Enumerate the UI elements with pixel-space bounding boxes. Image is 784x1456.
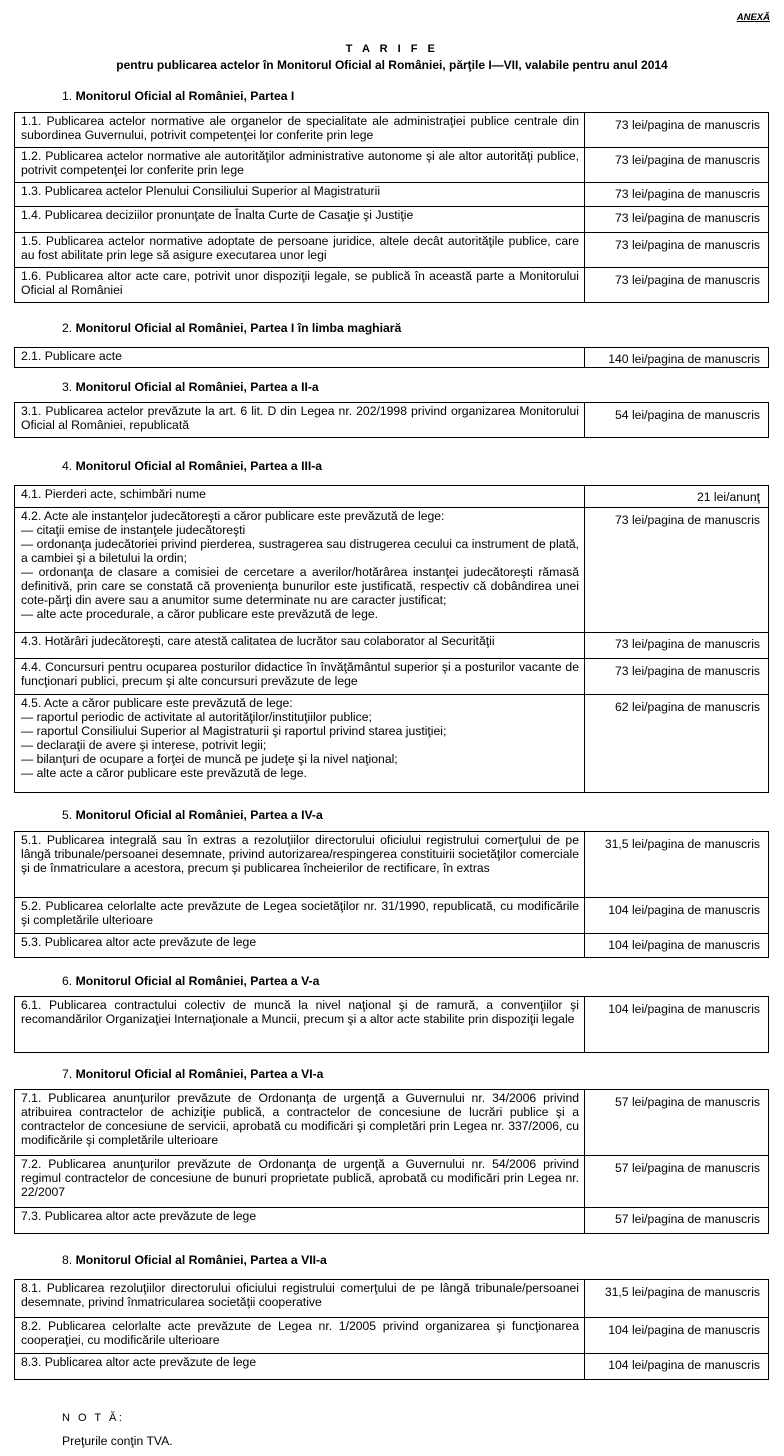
row-price: 104 lei/pagina de manuscris	[585, 1318, 769, 1354]
row-description: 4.4. Concursuri pentru ocuparea posturilor didactice în învăţământul superior şi a posturilor vacante de funcţionari publici, precum şi alte concursuri prevăzute de lege	[15, 659, 585, 695]
row-price: 73 lei/pagina de manuscris	[585, 268, 769, 303]
row-description: 1.3. Publicarea actelor Plenului Consiliului Superior al Magistraturii	[15, 183, 585, 207]
row-price: 104 lei/pagina de manuscris	[585, 934, 769, 958]
row-price: 73 lei/pagina de manuscris	[585, 633, 769, 659]
row-price: 73 lei/pagina de manuscris	[585, 207, 769, 233]
row-description: 7.2. Publicarea anunţurilor prevăzute de Ordonanţa de urgenţă a Guvernului nr. 54/2006 privind regimul contractelor de concesiune de bunuri proprietate publică, aprobată cu modificări prin Legea nr. 22/2007	[15, 1156, 585, 1208]
row-description: 8.2. Publicarea celorlalte acte prevăzute de Legea nr. 1/2005 privind organizarea şi funcţionarea cooperaţiei, cu modificările ulterioare	[15, 1318, 585, 1354]
table-row	[15, 1354, 769, 1380]
row-price: 54 lei/pagina de manuscris	[585, 403, 769, 438]
row-price: 73 lei/pagina de manuscris	[585, 659, 769, 695]
list-item: — alte acte a căror publicare este prevăzută de lege.	[21, 766, 307, 780]
section-heading	[62, 1067, 323, 1081]
section-title: Monitorul Oficial al României, Partea I	[75, 89, 295, 103]
row-price: 57 lei/pagina de manuscris	[585, 1208, 769, 1234]
row-description: 1.5. Publicarea actelor normative adoptate de persoane juridice, altele decât autorităţile publice, care au fost abilitate prin lege să asigure executarea unor legi	[15, 233, 585, 268]
section-heading	[62, 380, 319, 394]
section-heading	[62, 974, 319, 988]
row-description: 4.1. Pierderi acte, schimbări nume	[15, 486, 585, 508]
section-number: 5.	[62, 808, 73, 822]
table-row	[15, 934, 769, 958]
tariff-table	[14, 1089, 769, 1234]
section-title: Monitorul Oficial al României, Partea a III-a	[75, 459, 323, 473]
note-text: Preţurile conţin TVA.	[62, 1434, 173, 1448]
section-title: Monitorul Oficial al României, Partea a IV-a	[75, 808, 323, 822]
row-price: 73 lei/pagina de manuscris	[585, 508, 769, 633]
document-subtitle: pentru publicarea actelor în Monitorul Oficial al României, părţile I—VII, valabile pentru anul 2014	[116, 58, 668, 72]
section-heading	[62, 808, 323, 822]
table-row	[15, 997, 769, 1053]
row-description: 8.1. Publicarea rezoluţiilor directorului oficiului registrului comerţului de pe lângă tribunale/persoanei desemnate, privind înmatricularea societăţii cooperative	[15, 1280, 585, 1318]
section-number: 7.	[62, 1067, 73, 1081]
row-description: 1.6. Publicarea altor acte care, potrivit unor dispoziţii legale, se publică în această parte a Monitorului Oficial al României	[15, 268, 585, 303]
row-description: 1.2. Publicarea actelor normative ale autorităţilor administrative autonome şi ale altor autorităţi publice, potrivit competenţei lor conferite prin lege	[15, 148, 585, 183]
section-heading	[62, 459, 322, 473]
row-price: 31,5 lei/pagina de manuscris	[585, 1280, 769, 1318]
section-number: 4.	[62, 459, 73, 473]
section-number: 8.	[62, 1253, 73, 1267]
tariff-table	[14, 485, 769, 793]
row-description: 7.1. Publicarea anunţurilor prevăzute de Ordonanţa de urgenţă a Guvernului nr. 34/2006 privind atribuirea contractelor de achiziţie publică, a contractelor de concesiune de lucrări publice şi a contractelor de concesiune de servicii, aprobată cu modificări şi completări prin Legea nr. 337/2006, cu modificările şi completările ulterioare	[15, 1090, 585, 1156]
section-number: 1.	[62, 89, 73, 103]
row-price: 140 lei/pagina de manuscris	[585, 348, 769, 368]
table-row	[15, 233, 769, 268]
section-number: 2.	[62, 321, 73, 335]
row-price: 104 lei/pagina de manuscris	[585, 898, 769, 934]
section-number: 3.	[62, 380, 73, 394]
list-item: — citaţii emise de instanţele judecătoreşti	[21, 523, 246, 537]
document-title: T A R I F E	[345, 43, 439, 55]
note-label: N O T Ă:	[62, 1412, 125, 1424]
list-item: — alte acte procedurale, a căror publicare este prevăzută de lege.	[21, 607, 379, 621]
section-title: Monitorul Oficial al României, Partea a VI-a	[75, 1067, 324, 1081]
section-heading	[62, 89, 294, 103]
row-description: 6.1. Publicarea contractului colectiv de muncă la nivel naţional şi de ramură, a convenţiilor şi recomandărilor Organizaţiei Internaţionale a Muncii, precum şi a altor acte stabilite prin dispoziţii legale	[15, 997, 585, 1053]
table-row	[15, 348, 769, 368]
list-item: — declaraţii de avere şi interese, potrivit legii;	[21, 738, 267, 752]
table-row	[15, 659, 769, 695]
section-title: Monitorul Oficial al României, Partea a V-a	[75, 974, 320, 988]
row-description: 1.1. Publicarea actelor normative ale organelor de specialitate ale administraţiei publice centrale din subordinea Guvernului, potrivit competenţei lor conferite prin lege	[15, 113, 585, 148]
row-price: 31,5 lei/pagina de manuscris	[585, 832, 769, 898]
list-item: — ordonanţa judecătoriei privind pierderea, sustragerea sau distrugerea cecului ca instrument de plată, a cambiei şi a biletului la ordin;	[21, 537, 579, 565]
row-description: 4.3. Hotărâri judecătoreşti, care atestă calitatea de lucrător sau colaborator al Securităţii	[15, 633, 585, 659]
tariff-table	[14, 112, 769, 303]
row-description: 5.3. Publicarea altor acte prevăzute de lege	[15, 934, 585, 958]
table-row	[15, 486, 769, 508]
tariff-table	[14, 402, 769, 438]
tariff-table	[14, 347, 769, 368]
row-description: 5.2. Publicarea celorlalte acte prevăzute de Legea societăţilor nr. 31/1990, republicată, cu modificările şi completările ulterioare	[15, 898, 585, 934]
row-description: 3.1. Publicarea actelor prevăzute la art. 6 lit. D din Legea nr. 202/1998 privind organizarea Monitorului Oficial al României, republicată	[15, 403, 585, 438]
table-row	[15, 508, 769, 633]
table-row	[15, 1090, 769, 1156]
list-item: — raportul Consiliului Superior al Magistraturii şi raportul privind starea justiţiei;	[21, 724, 447, 738]
section-number: 6.	[62, 974, 73, 988]
tariff-table	[14, 1279, 769, 1380]
tariff-table	[14, 996, 769, 1053]
table-row	[15, 207, 769, 233]
row-price: 21 lei/anunţ	[585, 486, 769, 508]
row-description: 8.3. Publicarea altor acte prevăzute de lege	[15, 1354, 585, 1380]
row-price: 57 lei/pagina de manuscris	[585, 1090, 769, 1156]
table-row	[15, 633, 769, 659]
row-price: 104 lei/pagina de manuscris	[585, 1354, 769, 1380]
row-price: 73 lei/pagina de manuscris	[585, 233, 769, 268]
row-description	[15, 695, 585, 793]
table-row	[15, 1208, 769, 1234]
row-description: 5.1. Publicarea integrală sau în extras a rezoluţiilor directorului oficiului registrului comerţului de pe lângă tribunale/persoanei desemnate, privind autorizarea/respingerea constituirii societăţilor comerciale şi de înmatriculare a acestora, precum şi publicarea încheierilor de rectificare, în extras	[15, 832, 585, 898]
row-price: 73 lei/pagina de manuscris	[585, 183, 769, 207]
table-row	[15, 898, 769, 934]
table-row	[15, 1280, 769, 1318]
annex-label: ANEXĂ	[736, 12, 770, 23]
row-description: 1.4. Publicarea deciziilor pronunţate de Înalta Curte de Casaţie şi Justiţie	[15, 207, 585, 233]
table-row	[15, 832, 769, 898]
row-price: 62 lei/pagina de manuscris	[585, 695, 769, 793]
table-row	[15, 268, 769, 303]
row-description: 2.1. Publicare acte	[15, 348, 585, 368]
table-row	[15, 183, 769, 207]
section-title: Monitorul Oficial al României, Partea a II-a	[75, 380, 319, 394]
table-row	[15, 1156, 769, 1208]
list-item: — raportul periodic de activitate al autorităţilor/instituţiilor publice;	[21, 710, 372, 724]
list-item: — bilanţuri de ocupare a forţei de muncă pe judeţe şi la nivel naţional;	[21, 752, 398, 766]
row-price: 73 lei/pagina de manuscris	[585, 148, 769, 183]
row-description	[15, 508, 585, 633]
section-heading	[62, 1253, 327, 1267]
row-price: 104 lei/pagina de manuscris	[585, 997, 769, 1053]
section-title: Monitorul Oficial al României, Partea I în limba maghiară	[75, 321, 402, 335]
tariff-table	[14, 831, 769, 958]
list-item: — ordonanţa de clasare a comisiei de cercetare a averilor/hotărârea instanţei judecătoreşti rămasă definitivă, prin care se constată că provenienţa bunurilor este justificată, respectiv că dobândirea unei cote-părţi din avere sau a anumitor sume determinate nu are caracter justificat;	[21, 565, 579, 607]
row-price: 73 lei/pagina de manuscris	[585, 113, 769, 148]
table-row	[15, 695, 769, 793]
row-intro: 4.5. Acte a căror publicare este prevăzută de lege:	[21, 696, 293, 710]
table-row	[15, 113, 769, 148]
table-row	[15, 403, 769, 438]
row-price: 57 lei/pagina de manuscris	[585, 1156, 769, 1208]
row-description: 7.3. Publicarea altor acte prevăzute de lege	[15, 1208, 585, 1234]
table-row	[15, 148, 769, 183]
table-row	[15, 1318, 769, 1354]
row-intro: 4.2. Acte ale instanţelor judecătoreşti a căror publicare este prevăzută de lege:	[21, 509, 445, 523]
section-title: Monitorul Oficial al României, Partea a VII-a	[75, 1253, 327, 1267]
section-heading	[62, 321, 401, 335]
